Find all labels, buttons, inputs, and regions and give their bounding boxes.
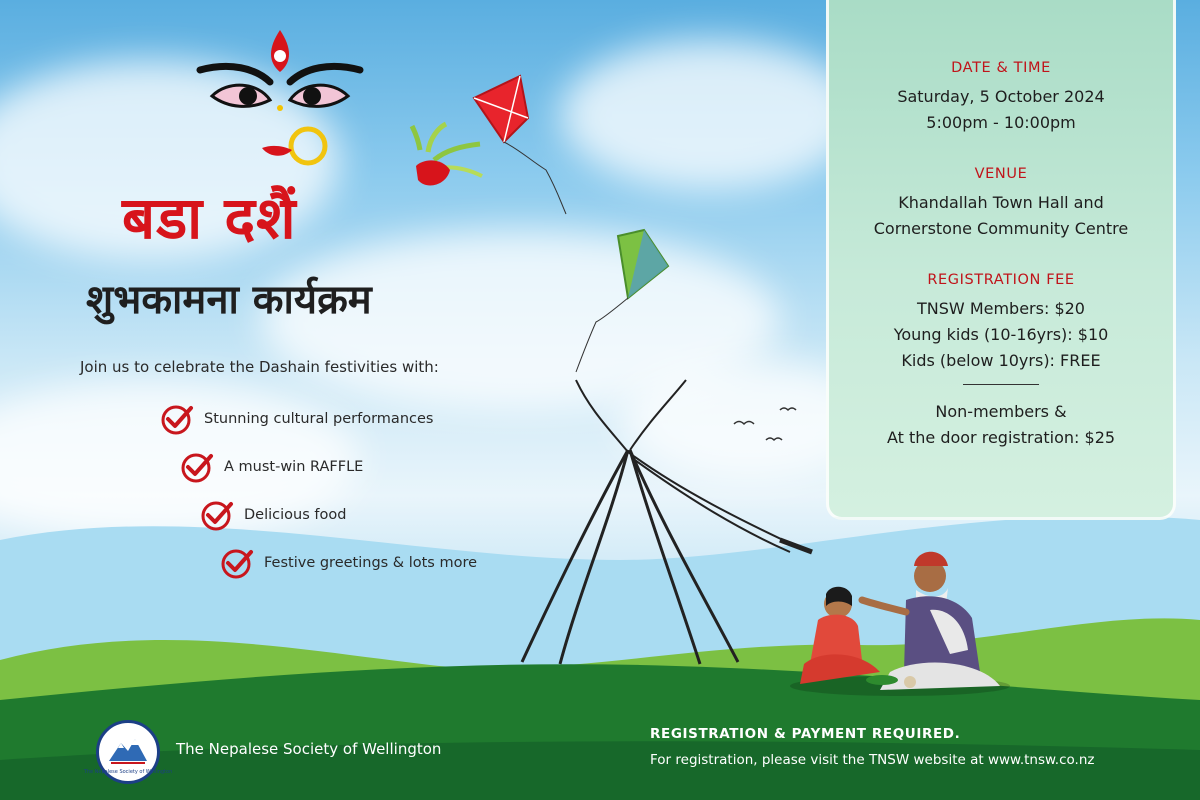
check-icon (220, 546, 254, 580)
feature-label: Festive greetings & lots more (264, 555, 478, 571)
feature-item (200, 498, 346, 532)
event-subtitle: शुभकामना कार्यक्रम (86, 277, 372, 323)
time-value: 5:00pm - 10:00pm (926, 113, 1076, 132)
feature-label: A must-win RAFFLE (224, 459, 364, 475)
red-kite-icon (474, 76, 566, 214)
date-value: Saturday, 5 October 2024 (897, 87, 1105, 106)
intro-text: Join us to celebrate the Dashain festivities with: (80, 358, 439, 376)
fee-nonmembers: At the door registration: $25 (886, 428, 1116, 447)
birds-icon (734, 408, 796, 440)
organization-name: The Nepalese Society of Wellington (176, 740, 442, 758)
check-icon (160, 402, 194, 436)
venue-heading: VENUE (974, 166, 1028, 182)
check-icon (200, 498, 234, 532)
registration-link[interactable]: For registration, please visit the TNSW website at www.tnsw.co.nz (650, 752, 1095, 768)
jamara-plant-icon (412, 124, 482, 185)
green-kite-icon (576, 230, 668, 372)
tnsw-logo (83, 720, 173, 784)
feature-item (220, 546, 477, 580)
mountain-logo-icon (83, 723, 173, 781)
feature-item (180, 450, 363, 484)
date-heading: DATE & TIME (951, 60, 1051, 76)
feature-label: Stunning cultural performances (204, 411, 434, 427)
event-title: बडा दशैं (122, 184, 297, 252)
fee-nonmembers: Non-members & (935, 402, 1067, 421)
feature-label: Delicious food (244, 507, 347, 523)
fee-heading: REGISTRATION FEE (927, 272, 1075, 288)
logo-label: The Nepalese Society of Wellington (83, 769, 173, 775)
goddess-eyes-icon (200, 30, 360, 163)
venue-line: Cornerstone Community Centre (873, 219, 1129, 238)
venue-line: Khandallah Town Hall and (898, 193, 1104, 212)
event-info-panel (826, 0, 1176, 520)
fee-kids: Kids (below 10yrs): FREE (901, 351, 1101, 370)
feature-item (160, 402, 433, 436)
fee-young-kids: Young kids (10-16yrs): $10 (893, 325, 1109, 344)
check-icon (180, 450, 214, 484)
registration-notice: REGISTRATION & PAYMENT REQUIRED. (650, 726, 961, 742)
fee-members: TNSW Members: $20 (917, 299, 1085, 318)
divider (963, 384, 1039, 385)
